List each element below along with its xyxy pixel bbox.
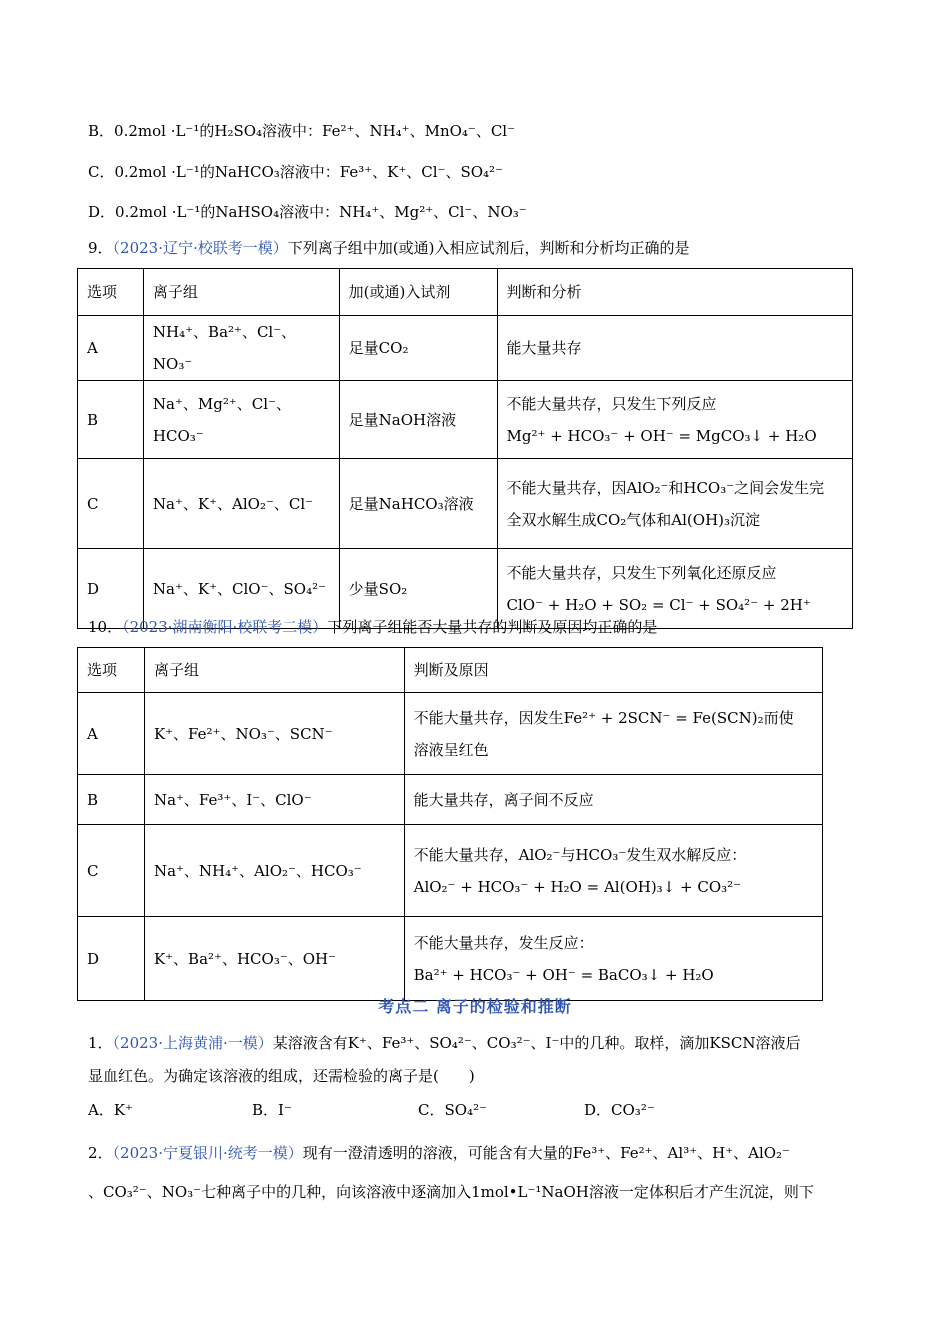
table-row: [78, 775, 823, 825]
q9-stem: [88, 236, 689, 260]
q10-row-a-reason-line2: 溶液呈红色: [413, 740, 489, 759]
q9-row-a-reagent: 足量CO₂: [339, 316, 497, 381]
q8-option-b-text: 0.2mol ·L⁻¹的H₂SO₄溶液中：Fe²⁺、NH₄⁺、MnO₄⁻、Cl⁻: [114, 122, 516, 140]
s2q1-option-d: D．CO₃²⁻: [584, 1101, 655, 1119]
q9-row-a-analysis-line1: 能大量共存: [506, 339, 582, 357]
q9-row-c-analysis-line1: 不能大量共存，因AlO₂⁻和HCO₃⁻之间会发生完: [506, 478, 825, 497]
q10-row-c-option: C: [78, 825, 145, 917]
q10-header-row: [78, 648, 823, 693]
q9-row-b-analysis-line2: Mg²⁺ + HCO₃⁻ + OH⁻ = MgCO₃↓ + H₂O: [506, 426, 817, 445]
q9-row-b-ions: Na⁺、Mg²⁺、Cl⁻、HCO₃⁻: [143, 381, 339, 459]
q10-row-d-reason: [404, 917, 822, 1001]
q9-row-c-ions: Na⁺、K⁺、AlO₂⁻、Cl⁻: [143, 459, 339, 549]
q9-row-d-analysis-line2: ClO⁻ + H₂O + SO₂ = Cl⁻ + SO₄²⁻ + 2H⁺: [506, 595, 811, 614]
q10-row-b-ions: Na⁺、Fe³⁺、I⁻、ClO⁻: [144, 775, 404, 825]
q10-table: [77, 647, 823, 1001]
q10-row-d-reason-line2: Ba²⁺ + HCO₃⁻ + OH⁻ = BaCO₃↓ + H₂O: [413, 965, 714, 984]
q9-source: （2023·辽宁·校联考一模）: [112, 239, 288, 257]
q9-row-c-analysis: [497, 459, 852, 549]
q8-option-d-label: D．: [88, 203, 116, 221]
s2q1-number: 1．: [88, 1034, 113, 1052]
q9-row-a-option: A: [78, 316, 144, 381]
q9-number: 9．: [88, 239, 113, 257]
q10-number: 10．: [88, 618, 123, 636]
q8-option-c-label: C．: [88, 163, 115, 181]
q10-row-a-option: A: [78, 693, 145, 775]
q10-row-b-reason: [404, 775, 822, 825]
q10-row-b-option: B: [78, 775, 145, 825]
q9-header-reagent: 加(或通)入试剂: [339, 269, 497, 316]
q10-stem-text: 下列离子组能否大量共存的判断及原因均正确的是: [327, 618, 658, 636]
q9-row-a-analysis: [497, 316, 852, 381]
q9-row-c-analysis-line2: 全双水解生成CO₂气体和Al(OH)₃沉淀: [506, 510, 761, 529]
q9-header-analysis: 判断和分析: [497, 269, 852, 316]
q10-row-c-reason: [404, 825, 822, 917]
q10-header-reason: 判断及原因: [404, 648, 822, 693]
q8-option-b-label: B．: [88, 122, 115, 140]
q9-row-d-analysis-line1: 不能大量共存，只发生下列氧化还原反应: [506, 563, 777, 582]
q8-option-c-text: 0.2mol ·L⁻¹的NaHCO₃溶液中：Fe³⁺、K⁺、Cl⁻、SO₄²⁻: [114, 163, 503, 181]
s2q2-source: （2023·宁夏银川·统考一模）: [112, 1144, 303, 1162]
s2q1-option-a: A．K⁺: [88, 1101, 133, 1119]
table-row: [78, 316, 853, 381]
s2q1-stem-line2: 显血红色。为确定该溶液的组成，还需检验的离子是( ): [88, 1067, 475, 1085]
q10-row-c-reason-line2: AlO₂⁻ + HCO₃⁻ + H₂O = Al(OH)₃↓ + CO₃²⁻: [413, 877, 742, 896]
table-row: [78, 917, 823, 1001]
table-row: [78, 381, 853, 459]
q9-row-a-ions: NH₄⁺、Ba²⁺、Cl⁻、NO₃⁻: [143, 316, 339, 381]
q10-row-a-ions: K⁺、Fe²⁺、NO₃⁻、SCN⁻: [144, 693, 404, 775]
q9-row-b-reagent: 足量NaOH溶液: [339, 381, 497, 459]
q9-row-b-analysis-line1: 不能大量共存，只发生下列反应: [506, 394, 717, 413]
s2q1-stem-text-1: 某溶液含有K⁺、Fe³⁺、SO₄²⁻、CO₃²⁻、I⁻中的几种。取样，滴加KSCN溶液后: [272, 1034, 801, 1052]
table-row: [78, 693, 823, 775]
s2q1-source: （2023·上海黄浦·一模）: [112, 1034, 273, 1052]
q10-row-d-option: D: [78, 917, 145, 1001]
q9-row-d-option: D: [78, 549, 144, 629]
q10-row-c-reason-line1: 不能大量共存，AlO₂⁻与HCO₃⁻发生双水解反应：: [413, 845, 747, 864]
q10-header-ions: 离子组: [144, 648, 404, 693]
s2q2-stem-line1: [88, 1141, 790, 1165]
q10-row-d-reason-line1: 不能大量共存，发生反应：: [413, 933, 594, 952]
s2q1-stem-line1: [88, 1031, 800, 1055]
q9-row-c-reagent: 足量NaHCO₃溶液: [339, 459, 497, 549]
q9-row-b-analysis: [497, 381, 852, 459]
q8-option-c: [88, 160, 503, 184]
q9-header-option: 选项: [78, 269, 144, 316]
s2q1-option-b: B．I⁻: [252, 1101, 292, 1119]
table-row: [78, 825, 823, 917]
q10-row-d-ions: K⁺、Ba²⁺、HCO₃⁻、OH⁻: [144, 917, 404, 1001]
q9-row-b-option: B: [78, 381, 144, 459]
q9-header-row: [78, 269, 853, 316]
q9-row-d-ions: Na⁺、K⁺、ClO⁻、SO₄²⁻: [143, 549, 339, 629]
s2q2-number: 2．: [88, 1144, 113, 1162]
q8-option-b: [88, 119, 515, 143]
s2q1-option-c: C．SO₄²⁻: [418, 1101, 487, 1119]
q10-row-b-reason-line1: 能大量共存，离子间不反应: [413, 790, 594, 809]
q9-row-c-option: C: [78, 459, 144, 549]
q9-row-d-reagent: 少量SO₂: [339, 549, 497, 629]
q10-header-option: 选项: [78, 648, 145, 693]
q8-option-d: [88, 200, 527, 224]
q10-row-c-ions: Na⁺、NH₄⁺、AlO₂⁻、HCO₃⁻: [144, 825, 404, 917]
q10-stem: [88, 615, 657, 639]
q9-table: [77, 268, 853, 629]
q10-row-a-reason-line1: 不能大量共存，因发生Fe²⁺ + 2SCN⁻ = Fe(SCN)₂而使: [413, 708, 794, 727]
section-title: 考点二 离子的检验和推断: [378, 997, 572, 1016]
table-row: [78, 459, 853, 549]
s2q2-stem-line2: 、CO₃²⁻、NO₃⁻七种离子中的几种，向该溶液中逐滴加入1mol•L⁻¹NaOH溶液一定体积后才产生沉淀，则下: [88, 1183, 814, 1201]
q9-stem-text: 下列离子组中加(或通)入相应试剂后，判断和分析均正确的是: [287, 239, 690, 257]
q10-source: （2023·湖南衡阳·校联考二模）: [122, 618, 328, 636]
q10-row-a-reason: [404, 693, 822, 775]
q9-header-ions: 离子组: [143, 269, 339, 316]
q8-option-d-text: 0.2mol ·L⁻¹的NaHSO₄溶液中：NH₄⁺、Mg²⁺、Cl⁻、NO₃⁻: [115, 203, 527, 221]
s2q2-stem-text-1: 现有一澄清透明的溶液，可能含有大量的Fe³⁺、Fe²⁺、Al³⁺、H⁺、AlO₂⁻: [302, 1144, 790, 1162]
